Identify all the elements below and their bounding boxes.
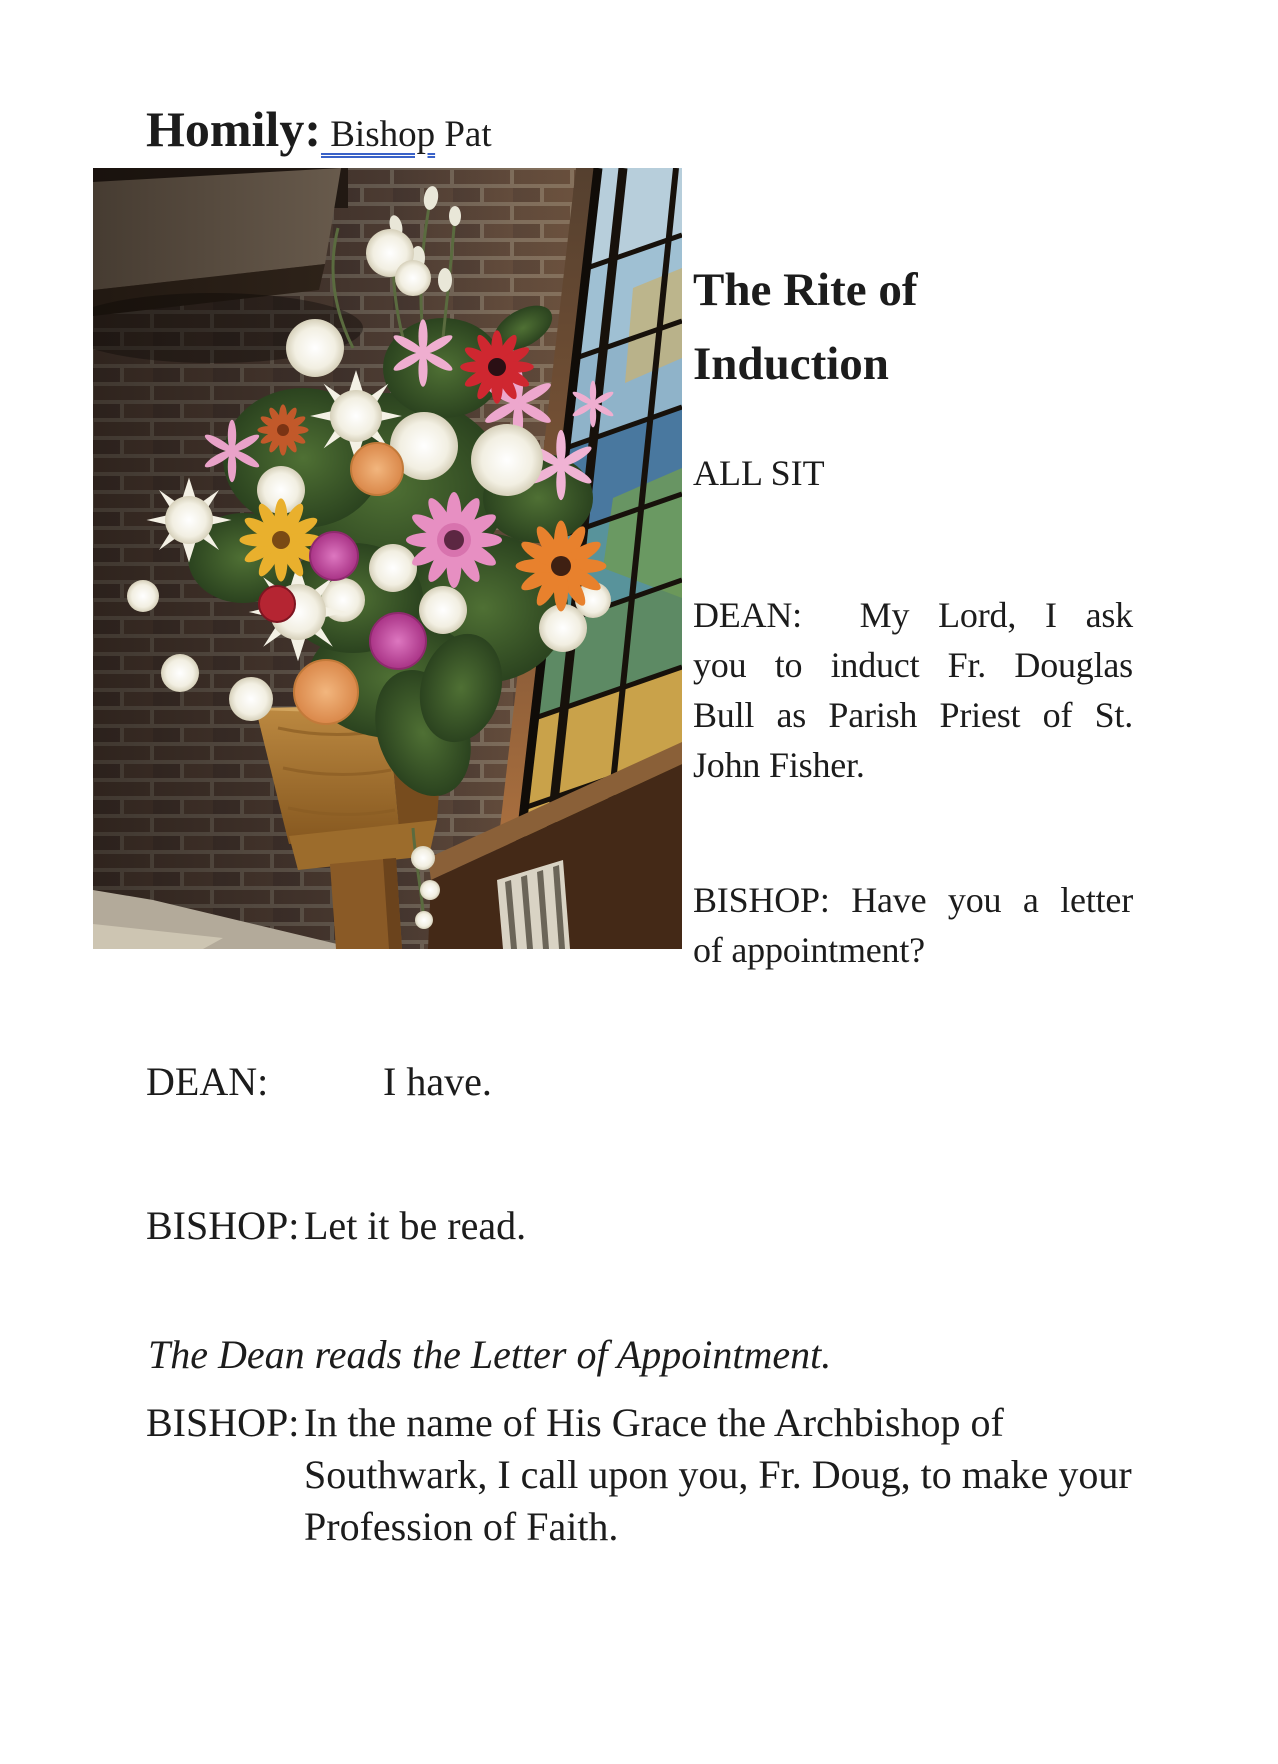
homily-label: Homily: — [146, 101, 321, 157]
text-line: Profession of Faith. — [304, 1504, 619, 1549]
grammar-check-underlined-text[interactable]: Bishop — [320, 114, 436, 155]
stage-direction: The Dean reads the Letter of Appointment. — [148, 1332, 832, 1377]
text-line: BISHOP: Have you a letter — [693, 880, 1133, 920]
dean-request-paragraph — [693, 590, 1133, 790]
text-line: Bull as Parish Priest of St. — [693, 695, 1133, 735]
speaker-label: DEAN: — [146, 1059, 269, 1104]
speaker-label: BISHOP: — [146, 1400, 300, 1445]
text-line: DEAN: My Lord, I ask — [693, 595, 1133, 635]
text-line: John Fisher. — [693, 745, 865, 785]
bishop-question-paragraph — [693, 875, 1133, 975]
text-line: you to induct Fr. Douglas — [693, 645, 1133, 685]
bishop-read-row — [146, 1201, 526, 1251]
text-line: In the name of His Grace the Archbishop of — [304, 1400, 1004, 1445]
flower-arrangement-image — [93, 168, 682, 949]
text-line: Southwark, I call upon you, Fr. Doug, to make your — [304, 1452, 1132, 1497]
rite-title-line1: The Rite of — [693, 264, 918, 317]
profession-text — [304, 1397, 1132, 1553]
dean-reply-row — [146, 1057, 492, 1107]
text-line: of appointment? — [693, 930, 925, 970]
homily-name-rest: Pat — [435, 114, 492, 155]
homily-heading — [146, 100, 492, 158]
all-sit-rubric: ALL SIT — [693, 453, 825, 493]
church-flower-photo — [93, 168, 682, 949]
dialogue-text: Let it be read. — [304, 1203, 527, 1248]
dialogue-text: I have. — [383, 1059, 492, 1104]
rite-title-line2: Induction — [693, 338, 889, 391]
speaker-label: BISHOP: — [146, 1203, 300, 1248]
rite-title — [693, 253, 1133, 401]
bishop-profession-row — [146, 1397, 1132, 1553]
